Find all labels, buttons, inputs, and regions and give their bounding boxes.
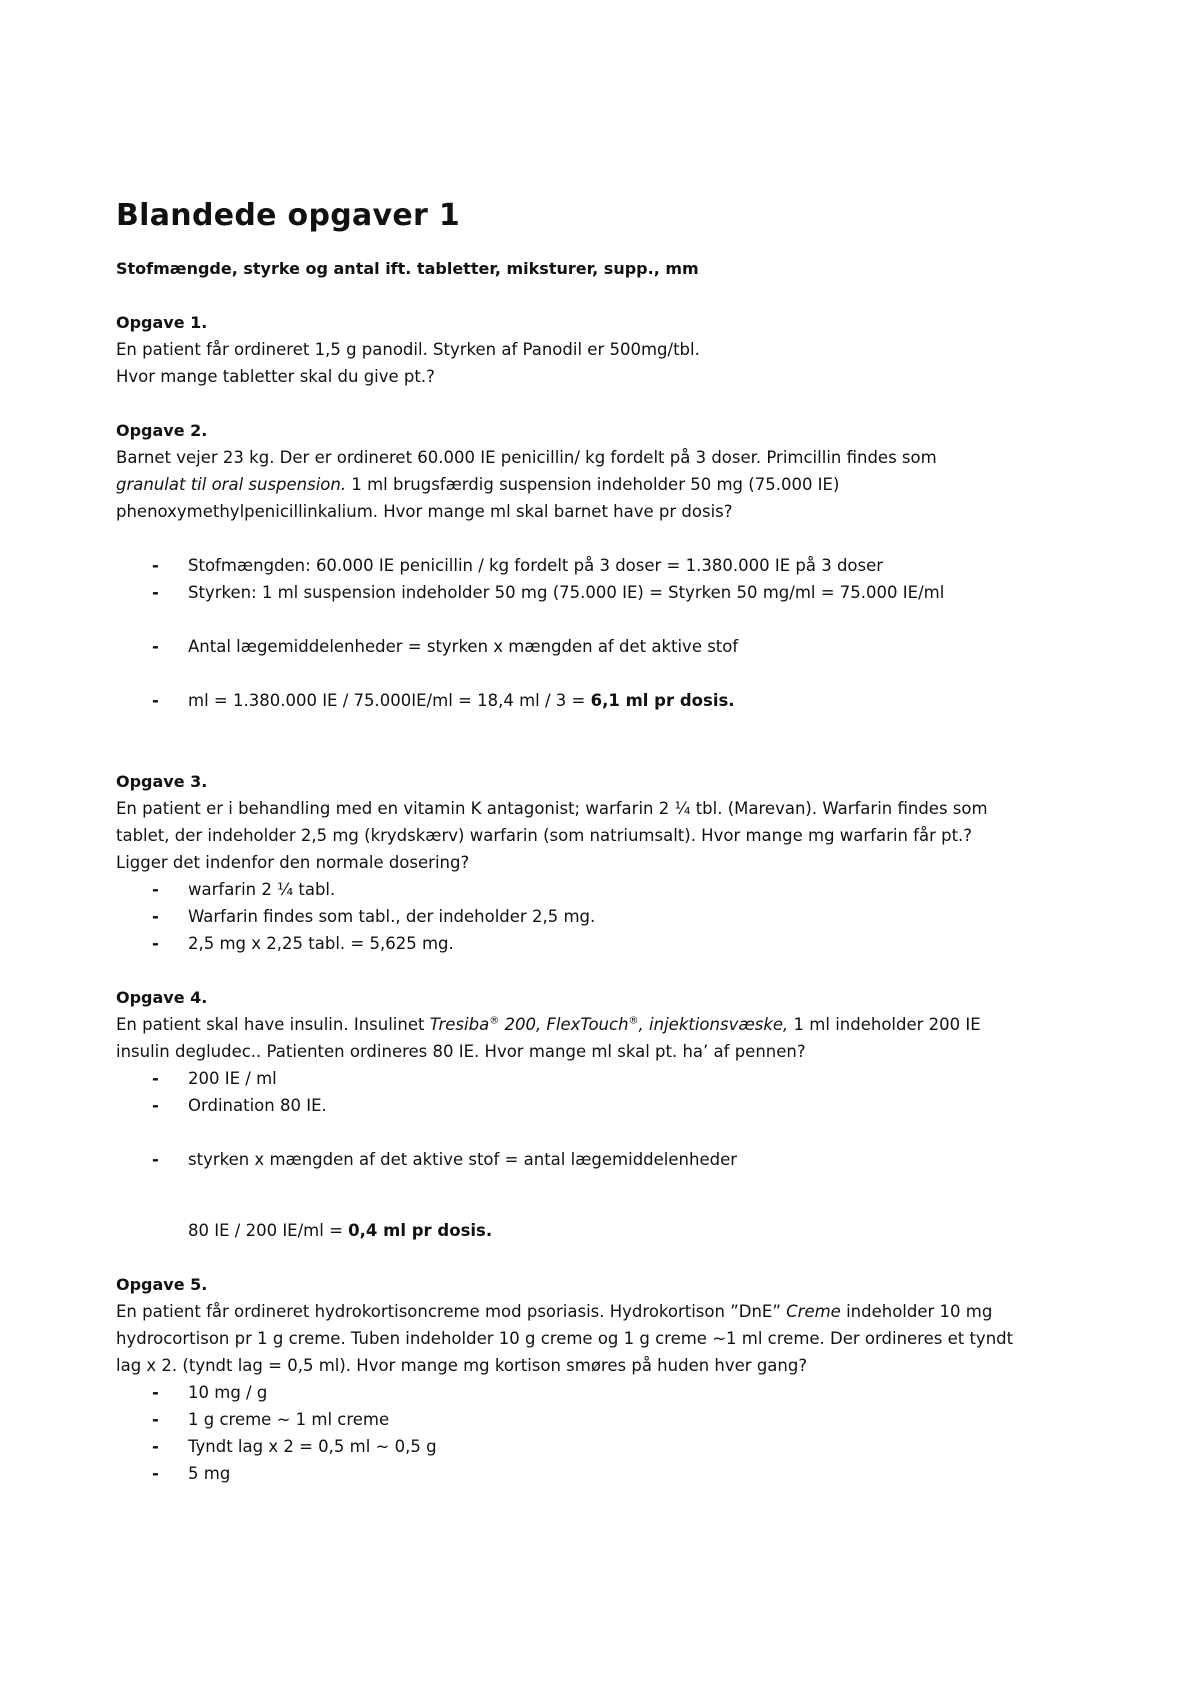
exercise-3 xyxy=(116,768,1096,957)
exercise-5 xyxy=(116,1271,1096,1487)
solution-answer: 6,1 ml pr dosis. xyxy=(590,691,735,710)
document-body xyxy=(116,196,1096,1514)
solution-bullet: - 200 IE / ml xyxy=(116,1065,1096,1092)
exercise-4-text: En patient skal have insulin. Insulinet xyxy=(116,1015,430,1034)
exercise-2-question: phenoxymethylpenicillinkalium. Hvor mange ml skal barnet have pr dosis? xyxy=(116,502,733,521)
exercise-2-solution-list xyxy=(116,687,1096,714)
exercise-2-italic-text: granulat til oral suspension. xyxy=(116,475,347,494)
exercise-1-heading: Opgave 1. xyxy=(116,313,208,332)
exercise-4-solution-list xyxy=(116,1146,1096,1173)
document-subtitle: Stofmængde, styrke og antal ift. tabletter, miksturer, supp., mm xyxy=(116,259,699,278)
exercise-2-text: 1 ml brugsfærdig suspension indeholder 50 mg (75.000 IE) xyxy=(346,475,840,494)
solution-bullet: - 5 mg xyxy=(116,1460,1096,1487)
solution-bullet: - 10 mg / g xyxy=(116,1379,1096,1406)
document-title: Blandede opgaver 1 xyxy=(116,198,461,233)
exercise-3-solution-list xyxy=(116,876,1096,957)
exercise-4-text: 1 ml indeholder 200 IE xyxy=(788,1015,981,1034)
exercise-4 xyxy=(116,984,1096,1244)
solution-bullet: - 1 g creme ~ 1 ml creme xyxy=(116,1406,1096,1433)
exercise-4-italic-text: Tresiba xyxy=(429,1015,490,1034)
solution-bullet: - Ordination 80 IE. xyxy=(116,1092,1096,1119)
exercise-2-solution-list xyxy=(116,552,1096,606)
solution-bullet: - warfarin 2 ¼ tabl. xyxy=(116,876,1096,903)
solution-bullet: - Styrken: 1 ml suspension indeholder 50 mg (75.000 IE) = Styrken 50 mg/ml = 75.000 IE/ml xyxy=(116,579,1096,606)
solution-bullet: - Warfarin findes som tabl., der indeholder 2,5 mg. xyxy=(116,903,1096,930)
exercise-4-question: insulin degludec.. Patienten ordineres 80 IE. Hvor mange ml skal pt. ha’ af pennen? xyxy=(116,1042,806,1061)
exercise-4-heading: Opgave 4. xyxy=(116,988,208,1007)
exercise-1-question: Hvor mange tabletter skal du give pt.? xyxy=(116,367,435,386)
exercise-3-heading: Opgave 3. xyxy=(116,772,208,791)
exercise-5-text: En patient får ordineret hydrokortisoncreme mod psoriasis. Hydrokortison ”DnE” xyxy=(116,1301,787,1321)
solution-bullet: - 2,5 mg x 2,25 tabl. = 5,625 mg. xyxy=(116,930,1096,957)
calculation-answer: 0,4 ml pr dosis. xyxy=(348,1220,493,1240)
registered-mark: ® xyxy=(628,1015,639,1027)
exercise-5-text-line xyxy=(116,1298,1096,1325)
solution-bullet: - Tyndt lag x 2 = 0,5 ml ~ 0,5 g xyxy=(116,1433,1096,1460)
exercise-2 xyxy=(116,417,1096,741)
exercise-5-solution-list xyxy=(116,1379,1096,1487)
exercise-5-italic-text: Creme xyxy=(786,1301,841,1321)
exercise-1-text-line: En patient får ordineret 1,5 g panodil. Styrken af Panodil er 500mg/tbl. xyxy=(116,340,700,359)
exercise-4-calculation xyxy=(116,1217,1096,1244)
exercise-4-text-line xyxy=(116,1011,1096,1038)
exercise-3-text-line: tablet, der indeholder 2,5 mg (krydskærv) warfarin (som natriumsalt). Hvor mange mg warfarin får pt.? xyxy=(116,826,973,845)
solution-bullet xyxy=(116,687,1096,714)
exercise-3-text-line: En patient er i behandling med en vitamin K antagonist; warfarin 2 ¼ tbl. (Marevan). Warfarin findes som xyxy=(116,799,988,818)
exercise-2-text-line: Barnet vejer 23 kg. Der er ordineret 60.000 IE penicillin/ kg fordelt på 3 doser. Primcillin findes som xyxy=(116,448,937,467)
solution-bullet: - Antal lægemiddelenheder = styrken x mængden af det aktive stof xyxy=(116,633,1096,660)
solution-bullet: - styrken x mængden af det aktive stof = antal lægemiddelenheder xyxy=(116,1146,1096,1173)
solution-text: ml = 1.380.000 IE / 75.000IE/ml = 18,4 ml / 3 = xyxy=(188,691,591,710)
exercise-2-text-line xyxy=(116,471,1096,498)
solution-bullet: - Stofmængden: 60.000 IE penicillin / kg fordelt på 3 doser = 1.380.000 IE på 3 doser xyxy=(116,552,1096,579)
exercise-4-solution-list xyxy=(116,1065,1096,1119)
exercise-3-question: Ligger det indenfor den normale dosering? xyxy=(116,853,470,872)
exercise-1 xyxy=(116,309,1096,390)
exercise-4-italic-text: 200, FlexTouch xyxy=(499,1015,629,1034)
exercise-5-question: lag x 2. (tyndt lag = 0,5 ml). Hvor mange mg kortison smøres på huden hver gang? xyxy=(116,1355,808,1375)
exercise-2-solution-list xyxy=(116,633,1096,660)
calculation-text: 80 IE / 200 IE/ml = xyxy=(188,1220,349,1240)
exercise-4-italic-text: , injektionsvæske, xyxy=(638,1015,789,1034)
exercise-5-text: indeholder 10 mg xyxy=(840,1301,993,1321)
exercise-2-heading: Opgave 2. xyxy=(116,421,208,440)
exercise-5-heading: Opgave 5. xyxy=(116,1274,208,1294)
registered-mark: ® xyxy=(489,1015,500,1027)
exercise-5-text-line: hydrocortison pr 1 g creme. Tuben indeholder 10 g creme og 1 g creme ~1 ml creme. Der ordineres et tyndt xyxy=(116,1328,1014,1348)
